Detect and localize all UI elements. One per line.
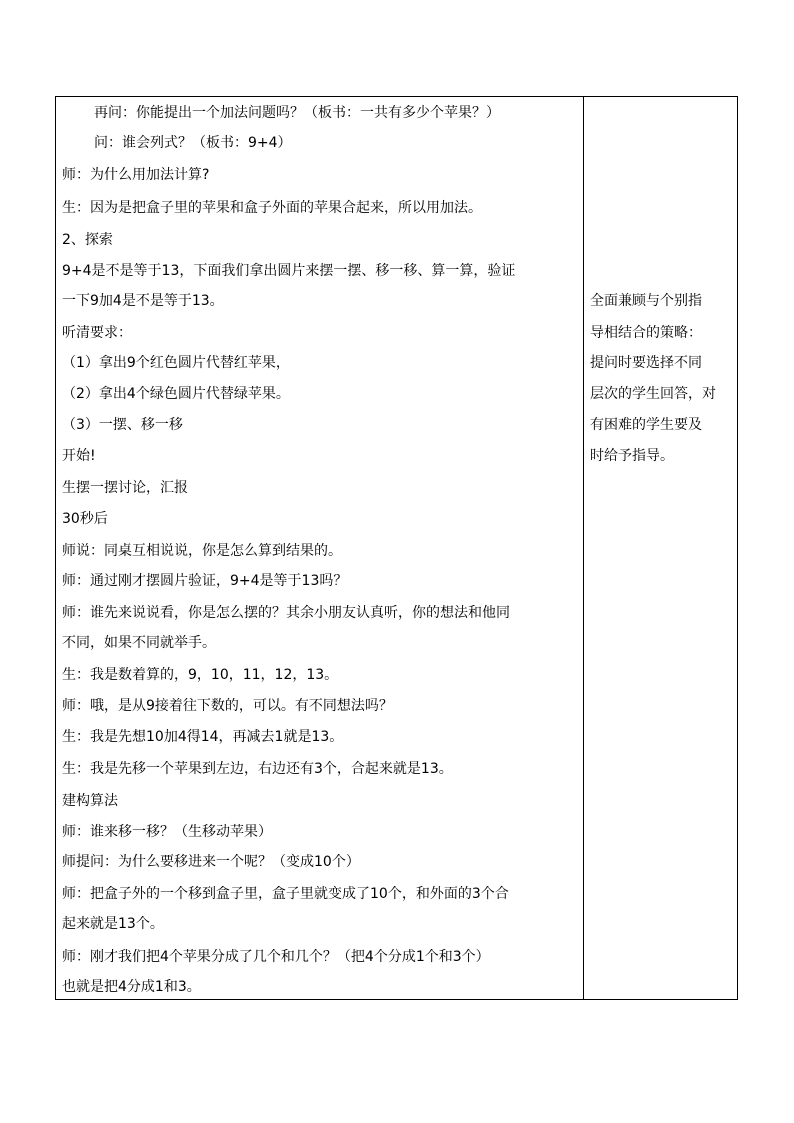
text-line: 再问：你能提出一个加法问题吗？（板书：一共有多少个苹果？） (94, 105, 500, 121)
note-line: 层次的学生回答，对 (590, 386, 716, 402)
note-line: 导相结合的策略： (590, 325, 702, 341)
text-line: 师：刚才我们把4个苹果分成了几个和几个？（把4个分成1个和3个） (62, 949, 490, 965)
text-line: 听清要求： (62, 325, 132, 341)
text-line: （2）拿出4个绿色圆片代替绿苹果。 (62, 386, 290, 402)
text-line: 问：谁会列式？（板书：9+4） (94, 135, 292, 151)
text-line: 建构算法 (62, 793, 118, 809)
text-line: 生摆一摆讨论，汇报 (62, 480, 188, 496)
text-line: 师：把盒子外的一个移到盒子里，盒子里就变成了10个，和外面的3个合 (62, 886, 509, 902)
text-line: 师：通过刚才摆圆片验证，9+4是等于13吗？ (62, 573, 348, 589)
text-line: 开始! (62, 448, 96, 464)
text-line: 师：哦，是从9接着往下数的，可以。有不同想法吗？ (62, 698, 393, 714)
text-line: 师提问：为什么要移进来一个呢？（变成10个） (62, 854, 360, 870)
text-line: 一下9加4是不是等于13。 (62, 293, 224, 309)
note-line: 有困难的学生要及 (590, 417, 702, 433)
text-line: 9+4是不是等于13，下面我们拿出圆片来摆一摆、移一移、算一算，验证 (62, 263, 516, 279)
text-line: 生：因为是把盒子里的苹果和盒子外面的苹果合起来，所以用加法。 (62, 200, 482, 216)
note-line: 全面兼顾与个别指 (590, 293, 702, 309)
text-line: 生：我是数着算的，9，10，11，12，13。 (62, 667, 339, 683)
text-line: 生：我是先移一个苹果到左边，右边还有3个，合起来就是13。 (62, 761, 453, 777)
text-line: 师：为什么用加法计算? (62, 167, 210, 183)
text-line: 生：我是先想10加4得14，再减去1就是13。 (62, 729, 344, 745)
text-line: 也就是把4分成1和3。 (62, 979, 201, 995)
text-line: 师：谁先来说说看，你是怎么摆的？其余小朋友认真听，你的想法和他同 (62, 605, 510, 621)
text-line: 不同，如果不同就举手。 (62, 635, 216, 651)
text-line: （3）一摆、移一移 (62, 417, 183, 433)
column-divider (583, 97, 584, 999)
text-line: 30秒后 (62, 511, 108, 527)
note-line: 时给予指导。 (590, 448, 674, 464)
text-line: 2、探索 (62, 232, 113, 248)
text-line: 师：谁来移一移？（生移动苹果） (62, 824, 272, 840)
note-line: 提问时要选择不同 (590, 355, 702, 371)
lesson-table (55, 96, 738, 1000)
text-line: （1）拿出9个红色圆片代替红苹果， (62, 355, 290, 371)
text-line: 起来就是13个。 (62, 916, 164, 932)
text-line: 师说：同桌互相说说，你是怎么算到结果的。 (62, 543, 342, 559)
